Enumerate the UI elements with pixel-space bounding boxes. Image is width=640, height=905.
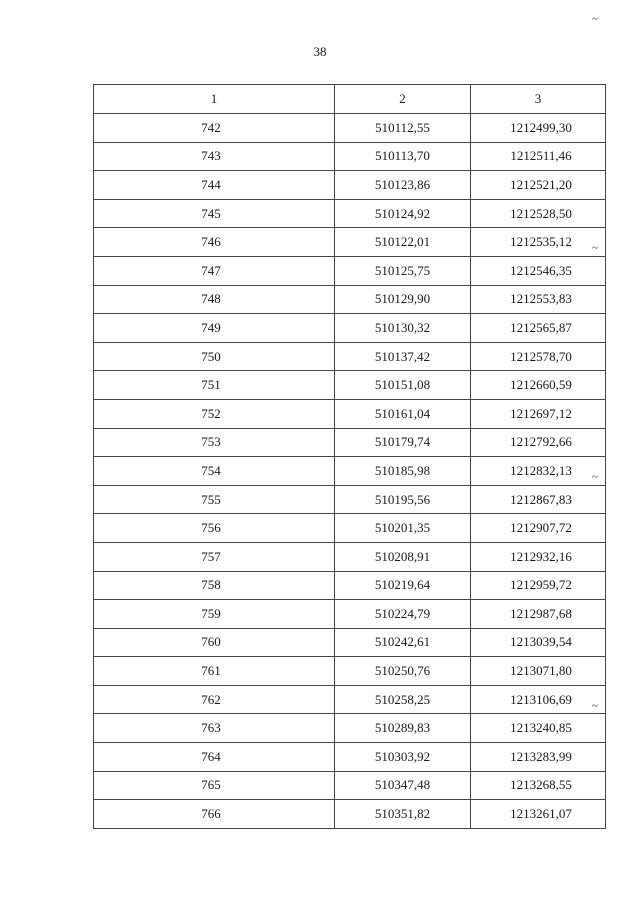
y-coordinate-cell: 1213268,55 <box>471 771 606 800</box>
x-coordinate-cell: 510303,92 <box>335 743 471 772</box>
x-coordinate-cell: 510250,76 <box>335 657 471 686</box>
point-number-cell: 743 <box>94 142 335 171</box>
table-row <box>94 600 606 629</box>
y-coordinate-cell: 1212867,83 <box>471 485 606 514</box>
y-coordinate-cell: 1212565,87 <box>471 314 606 343</box>
y-coordinate-cell: 1213261,07 <box>471 800 606 829</box>
point-number-cell: 747 <box>94 256 335 285</box>
margin-mark: ~ <box>592 242 598 254</box>
page-number: 38 <box>313 44 327 59</box>
table-row <box>94 457 606 486</box>
y-coordinate-cell: 1213240,85 <box>471 714 606 743</box>
table-row <box>94 685 606 714</box>
y-coordinate-cell: 1212521,20 <box>471 171 606 200</box>
y-coordinate-cell: 1212578,70 <box>471 342 606 371</box>
column-header-x: 2 <box>335 85 471 114</box>
x-coordinate-cell: 510347,48 <box>335 771 471 800</box>
point-number-cell: 759 <box>94 600 335 629</box>
x-coordinate-cell: 510161,04 <box>335 399 471 428</box>
x-coordinate-cell: 510113,70 <box>335 142 471 171</box>
table-row <box>94 771 606 800</box>
y-coordinate-cell: 1212535,12 <box>471 228 606 257</box>
y-coordinate-cell: 1212987,68 <box>471 600 606 629</box>
point-number-cell: 761 <box>94 657 335 686</box>
y-coordinate-cell: 1212499,30 <box>471 114 606 143</box>
table-row <box>94 228 606 257</box>
table-row <box>94 428 606 457</box>
x-coordinate-cell: 510112,55 <box>335 114 471 143</box>
y-coordinate-cell: 1212907,72 <box>471 514 606 543</box>
x-coordinate-cell: 510201,35 <box>335 514 471 543</box>
point-number-cell: 765 <box>94 771 335 800</box>
table-row <box>94 314 606 343</box>
point-number-cell: 763 <box>94 714 335 743</box>
point-number-cell: 745 <box>94 199 335 228</box>
point-number-cell: 751 <box>94 371 335 400</box>
margin-mark: ~ <box>592 700 598 712</box>
table-row <box>94 485 606 514</box>
column-header-number: 1 <box>94 85 335 114</box>
table-row <box>94 199 606 228</box>
point-number-cell: 744 <box>94 171 335 200</box>
point-number-cell: 755 <box>94 485 335 514</box>
point-number-cell: 746 <box>94 228 335 257</box>
table-header-row <box>94 85 606 114</box>
table-row <box>94 714 606 743</box>
table-row <box>94 371 606 400</box>
point-number-cell: 749 <box>94 314 335 343</box>
point-number-cell: 756 <box>94 514 335 543</box>
point-number-cell: 750 <box>94 342 335 371</box>
x-coordinate-cell: 510195,56 <box>335 485 471 514</box>
margin-mark: ~ <box>592 471 598 483</box>
table-body <box>94 114 606 829</box>
table-row <box>94 342 606 371</box>
table-row <box>94 571 606 600</box>
y-coordinate-cell: 1212511,46 <box>471 142 606 171</box>
x-coordinate-cell: 510151,08 <box>335 371 471 400</box>
table-row <box>94 171 606 200</box>
y-coordinate-cell: 1212660,59 <box>471 371 606 400</box>
x-coordinate-cell: 510258,25 <box>335 685 471 714</box>
x-coordinate-cell: 510219,64 <box>335 571 471 600</box>
table-row <box>94 628 606 657</box>
point-number-cell: 766 <box>94 800 335 829</box>
table-row <box>94 142 606 171</box>
y-coordinate-cell: 1212697,12 <box>471 399 606 428</box>
table-row <box>94 285 606 314</box>
table-row <box>94 256 606 285</box>
point-number-cell: 757 <box>94 542 335 571</box>
coordinates-table <box>93 84 606 829</box>
x-coordinate-cell: 510122,01 <box>335 228 471 257</box>
point-number-cell: 752 <box>94 399 335 428</box>
point-number-cell: 748 <box>94 285 335 314</box>
point-number-cell: 753 <box>94 428 335 457</box>
x-coordinate-cell: 510351,82 <box>335 800 471 829</box>
column-header-y: 3 <box>471 85 606 114</box>
table-row <box>94 743 606 772</box>
y-coordinate-cell: 1212553,83 <box>471 285 606 314</box>
point-number-cell: 764 <box>94 743 335 772</box>
table-row <box>94 800 606 829</box>
margin-mark: ~ <box>592 13 598 25</box>
x-coordinate-cell: 510179,74 <box>335 428 471 457</box>
y-coordinate-cell: 1212832,13 <box>471 457 606 486</box>
y-coordinate-cell: 1213283,99 <box>471 743 606 772</box>
x-coordinate-cell: 510289,83 <box>335 714 471 743</box>
x-coordinate-cell: 510125,75 <box>335 256 471 285</box>
point-number-cell: 760 <box>94 628 335 657</box>
x-coordinate-cell: 510123,86 <box>335 171 471 200</box>
x-coordinate-cell: 510242,61 <box>335 628 471 657</box>
y-coordinate-cell: 1212528,50 <box>471 199 606 228</box>
table-row <box>94 657 606 686</box>
table-row <box>94 399 606 428</box>
x-coordinate-cell: 510124,92 <box>335 199 471 228</box>
y-coordinate-cell: 1213039,54 <box>471 628 606 657</box>
point-number-cell: 758 <box>94 571 335 600</box>
x-coordinate-cell: 510130,32 <box>335 314 471 343</box>
y-coordinate-cell: 1213106,69 <box>471 685 606 714</box>
x-coordinate-cell: 510137,42 <box>335 342 471 371</box>
y-coordinate-cell: 1212792,66 <box>471 428 606 457</box>
y-coordinate-cell: 1212546,35 <box>471 256 606 285</box>
y-coordinate-cell: 1212932,16 <box>471 542 606 571</box>
table-row <box>94 542 606 571</box>
table-row <box>94 114 606 143</box>
x-coordinate-cell: 510185,98 <box>335 457 471 486</box>
y-coordinate-cell: 1212959,72 <box>471 571 606 600</box>
point-number-cell: 754 <box>94 457 335 486</box>
point-number-cell: 762 <box>94 685 335 714</box>
y-coordinate-cell: 1213071,80 <box>471 657 606 686</box>
table-row <box>94 514 606 543</box>
point-number-cell: 742 <box>94 114 335 143</box>
x-coordinate-cell: 510208,91 <box>335 542 471 571</box>
x-coordinate-cell: 510129,90 <box>335 285 471 314</box>
x-coordinate-cell: 510224,79 <box>335 600 471 629</box>
